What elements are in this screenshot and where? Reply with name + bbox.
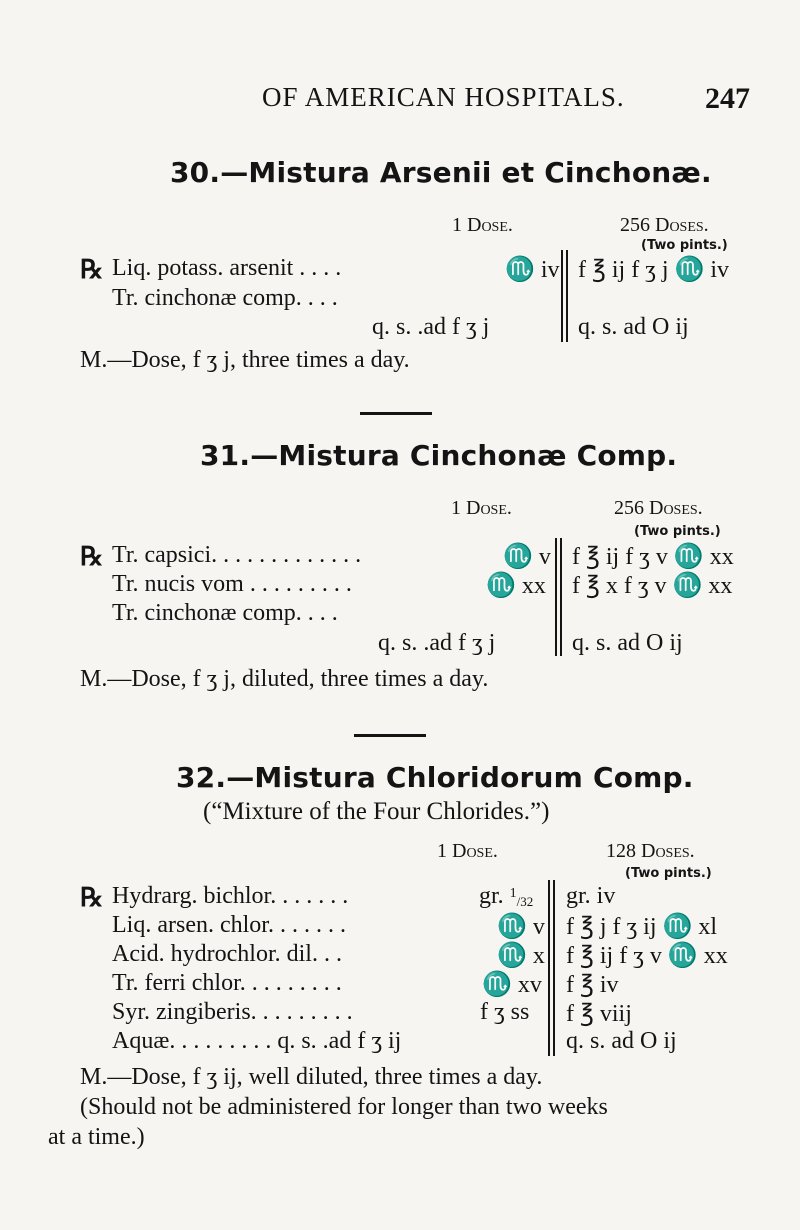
section-31-rx-symbol: ℞ — [80, 542, 104, 571]
section-32-title: 32.—Mistura Chloridorum Comp. — [176, 761, 694, 794]
section-32-col2-header: 128 Doses. — [606, 840, 695, 862]
section-30-ingredient-2: Tr. cinchonæ comp. . . . — [112, 285, 338, 311]
section-32-ingredient-5: Syr. zingiberis. . . . . . . . . — [112, 999, 353, 1025]
section-32-divider-b — [553, 880, 555, 1056]
section-32-bulk-1: gr. iv — [566, 883, 616, 909]
section-31-dosage: M.—Dose, f ʒ j, diluted, three times a day. — [80, 666, 489, 692]
section-32-amount-4: ♏ xv — [482, 972, 542, 998]
section-31-amount-1: ♏ v — [503, 544, 551, 570]
section-30-rx-symbol: ℞ — [80, 255, 104, 284]
section-32-rx-symbol: ℞ — [80, 883, 104, 912]
page-number: 247 — [705, 82, 750, 115]
section-32-amount-5: f ʒ ss — [480, 999, 530, 1025]
section-30-ingredient-3: q. s. .ad f ʒ j — [372, 314, 490, 340]
section-32-ingredient-6: Aquæ. . . . . . . . . q. s. .ad f ʒ ij — [112, 1028, 402, 1054]
section-31-amount-2: ♏ xx — [486, 573, 546, 599]
section-32-bulk-5: f ℥ viij — [566, 1001, 632, 1027]
section-32-amount-3: ♏ x — [497, 943, 545, 969]
section-32-bulk-2: f ℥ j f ʒ ij ♏ xl — [566, 914, 718, 940]
section-31-ingredient-4: q. s. .ad f ʒ j — [378, 630, 496, 656]
section-30-amount-1: ♏ iv — [505, 257, 560, 283]
section-31-ingredient-3: Tr. cinchonæ comp. . . . — [112, 600, 338, 626]
section-31-bulk-2: f ℥ x f ʒ v ♏ xx — [572, 573, 733, 599]
section-divider — [360, 412, 432, 415]
section-31-bulk-4: q. s. ad O ij — [572, 630, 683, 656]
section-30-divider-a — [561, 250, 563, 342]
section-32-note-line-1: (Should not be administered for longer than two weeks — [80, 1094, 608, 1120]
section-32-ingredient-3: Acid. hydrochlor. dil. . . — [112, 941, 342, 967]
running-header: OF AMERICAN HOSPITALS. — [262, 82, 625, 112]
section-30-col1-header: 1 Dose. — [452, 214, 513, 236]
section-30-col2-subheader: (Two pints.) — [641, 238, 728, 253]
section-32-ingredient-2: Liq. arsen. chlor. . . . . . . — [112, 912, 346, 938]
section-31-bulk-1: f ℥ ij f ʒ v ♏ xx — [572, 544, 734, 570]
section-32-bulk-6: q. s. ad O ij — [566, 1028, 677, 1054]
section-30-dosage: M.—Dose, f ʒ j, three times a day. — [80, 347, 410, 373]
section-31-title: 31.—Mistura Cinchonæ Comp. — [200, 439, 678, 472]
section-32-amount-1: gr. $^1$/32 — [479, 883, 534, 909]
section-divider — [354, 734, 426, 737]
section-32-amount-2: ♏ v — [497, 914, 545, 940]
section-32-divider-a — [548, 880, 550, 1056]
section-31-col1-header: 1 Dose. — [451, 497, 512, 519]
section-30-bulk-1: f ℥ ij f ʒ j ♏ iv — [578, 257, 730, 283]
section-30-divider-b — [566, 250, 568, 342]
section-30-bulk-3: q. s. ad O ij — [578, 314, 689, 340]
section-31-col2-header: 256 Doses. — [614, 497, 703, 519]
section-31-ingredient-2: Tr. nucis vom . . . . . . . . . — [112, 571, 352, 597]
section-31-col2-subheader: (Two pints.) — [634, 524, 721, 539]
section-32-ingredient-4: Tr. ferri chlor. . . . . . . . . — [112, 970, 342, 996]
section-32-bulk-4: f ℥ iv — [566, 972, 619, 998]
section-32-col1-header: 1 Dose. — [437, 840, 498, 862]
section-32-ingredient-1: Hydrarg. bichlor. . . . . . . — [112, 883, 349, 909]
section-32-subtitle: (“Mixture of the Four Chlorides.”) — [203, 798, 550, 825]
section-31-divider-b — [560, 538, 562, 656]
section-31-divider-a — [555, 538, 557, 656]
section-31-ingredient-1: Tr. capsici. . . . . . . . . . . . . — [112, 542, 362, 568]
section-32-dosage: M.—Dose, f ʒ ij, well diluted, three times a day. — [80, 1064, 543, 1090]
section-32-col2-subheader: (Two pints.) — [625, 866, 712, 881]
section-32-bulk-3: f ℥ ij f ʒ v ♏ xx — [566, 943, 728, 969]
section-30-ingredient-1: Liq. potass. arsenit . . . . — [112, 255, 342, 281]
section-32-note-line-2: at a time.) — [48, 1124, 145, 1150]
section-30-col2-header: 256 Doses. — [620, 214, 709, 236]
section-30-title: 30.—Mistura Arsenii et Cinchonæ. — [170, 156, 712, 189]
